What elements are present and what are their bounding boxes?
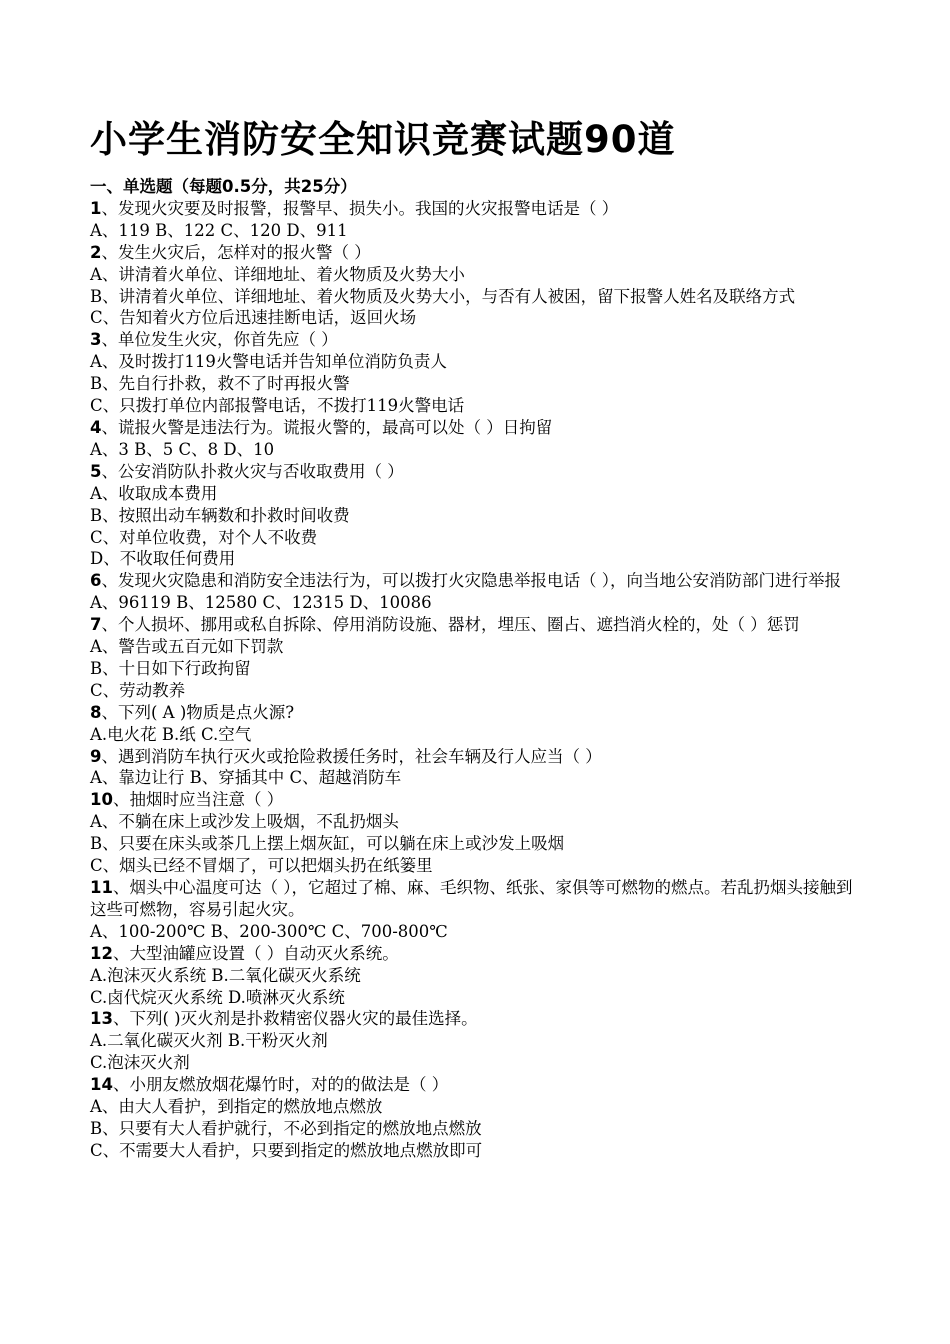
answer-option: A、3 B、5 C、8 D、10 xyxy=(90,439,275,459)
question-number: 2 xyxy=(90,242,102,262)
answer-option: A、96119 B、12580 C、12315 D、10086 xyxy=(90,593,432,613)
question-number: 4 xyxy=(90,417,102,437)
answer-option: A、及时拨打119火警电话并告知单位消防负责人 xyxy=(90,352,447,372)
answer-option: C、对单位收费，对个人不收费 xyxy=(90,527,318,547)
answer-option: A、收取成本费用 xyxy=(90,483,218,503)
answer-option: C、只拨打单位内部报警电话，不拨打119火警电话 xyxy=(90,396,465,416)
question-2 xyxy=(90,242,860,264)
answer-option: A、100-200℃ B、200-300℃ C、700-800℃ xyxy=(90,921,448,941)
answer-option: B、只要在床头或茶几上摆上烟灰缸，可以躺在床上或沙发上吸烟 xyxy=(90,834,565,854)
answer-option: C、不需要大人看护，只要到指定的燃放地点燃放即可 xyxy=(90,1140,483,1160)
question-number: 1 xyxy=(90,198,102,218)
question-list xyxy=(90,198,860,1162)
question-text: 、抽烟时应当注意（ ） xyxy=(112,790,284,810)
question-text: 、下列( )灭火剂是扑救精密仪器火灾的最佳选择。 xyxy=(112,1009,478,1029)
question-9 xyxy=(90,746,860,768)
question-number: 11 xyxy=(90,878,113,897)
question-text: 、下列( A )物质是点火源? xyxy=(101,702,295,722)
answer-option: C.卤代烷灭火系统 D.喷淋灭火系统 xyxy=(90,987,345,1007)
answer-option: A、讲清着火单位、详细地址、着火物质及火势大小 xyxy=(90,264,465,284)
answer-option: D、不收取任何费用 xyxy=(90,549,236,569)
answer-option: A、119 B、122 C、120 D、911 xyxy=(90,220,348,240)
answer-option: A.泡沫灭火系统 B.二氧化碳灭火系统 xyxy=(90,965,361,985)
question-6 xyxy=(90,570,860,592)
document-page xyxy=(90,112,860,1162)
question-number: 12 xyxy=(90,943,113,963)
question-text: 、发现火灾隐患和消防安全违法行为，可以拨打火灾隐患举报电话（ ），向当地公安消防部门进行举报 xyxy=(101,571,841,591)
question-11 xyxy=(90,877,860,921)
question-text: 、大型油罐应设置（ ）自动灭火系统。 xyxy=(112,943,399,963)
answer-option: A.电火花 B.纸 C.空气 xyxy=(90,724,252,744)
question-4 xyxy=(90,417,860,439)
question-number: 10 xyxy=(90,790,113,810)
answer-option: B、先自行扑救，救不了时再报火警 xyxy=(90,374,350,394)
answer-option: A、由大人看护，到指定的燃放地点燃放 xyxy=(90,1097,383,1117)
question-number: 3 xyxy=(90,330,102,350)
question-text: 、公安消防队扑救火灾与否收取费用（ ） xyxy=(101,461,404,481)
answer-option: B、只要有大人看护就行，不必到指定的燃放地点燃放 xyxy=(90,1118,482,1138)
document-title: 小学生消防安全知识竞赛试题90道 xyxy=(90,118,676,161)
answer-option: A、警告或五百元如下罚款 xyxy=(90,637,284,657)
answer-option: B、讲清着火单位、详细地址、着火物质及火势大小，与否有人被困，留下报警人姓名及联络方式 xyxy=(90,286,796,306)
question-text: 、烟头中心温度可达（ ），它超过了棉、麻、毛织物、纸张、家俱等可燃物的燃点。若乱扔烟头接触到这些可燃物，容易引起火灾。 xyxy=(90,878,853,919)
answer-option: B、十日如下行政拘留 xyxy=(90,658,251,678)
answer-option: A、不躺在床上或沙发上吸烟，不乱扔烟头 xyxy=(90,812,399,832)
question-8 xyxy=(90,702,860,724)
question-3 xyxy=(90,329,860,351)
question-number: 14 xyxy=(90,1075,113,1095)
question-text: 、个人损坏、挪用或私自拆除、停用消防设施、器材，埋压、圈占、遮挡消火栓的，处（ ）惩罚 xyxy=(101,615,800,635)
section-heading: 一、单选题（每题0.5分，共25分） xyxy=(90,177,357,196)
question-12 xyxy=(90,943,860,965)
question-text: 、单位发生火灾，你首先应（ ） xyxy=(101,330,338,350)
answer-option: C、劳动教养 xyxy=(90,680,186,700)
answer-option: A、靠边让行 B、穿插其中 C、超越消防车 xyxy=(90,768,402,788)
answer-option: A.二氧化碳灭火剂 B.干粉灭火剂 xyxy=(90,1031,328,1051)
question-text: 、发现火灾要及时报警，报警早、损失小。我国的火灾报警电话是（ ） xyxy=(101,198,619,218)
question-number: 13 xyxy=(90,1009,113,1029)
question-text: 、遇到消防车执行灭火或抢险救援任务时，社会车辆及行人应当（ ） xyxy=(101,746,602,766)
question-number: 8 xyxy=(90,702,102,722)
question-number: 9 xyxy=(90,746,102,766)
question-number: 6 xyxy=(90,571,102,591)
answer-option: C、烟头已经不冒烟了，可以把烟头扔在纸篓里 xyxy=(90,856,433,876)
question-5 xyxy=(90,461,860,483)
question-number: 5 xyxy=(90,461,102,481)
question-10 xyxy=(90,789,860,811)
question-1 xyxy=(90,198,860,220)
question-text: 、谎报火警是违法行为。谎报火警的，最高可以处（ ）日拘留 xyxy=(101,417,553,437)
question-13 xyxy=(90,1008,860,1030)
answer-option: C、告知着火方位后迅速挂断电话，返回火场 xyxy=(90,308,417,328)
question-text: 、发生火灾后，怎样对的报火警（ ） xyxy=(101,242,371,262)
question-number: 7 xyxy=(90,615,102,635)
answer-option: B、按照出动车辆数和扑救时间收费 xyxy=(90,505,350,525)
question-7 xyxy=(90,614,860,636)
question-14 xyxy=(90,1074,860,1096)
answer-option: C.泡沫灭火剂 xyxy=(90,1053,190,1073)
question-text: 、小朋友燃放烟花爆竹时，对的的做法是（ ） xyxy=(112,1075,449,1095)
